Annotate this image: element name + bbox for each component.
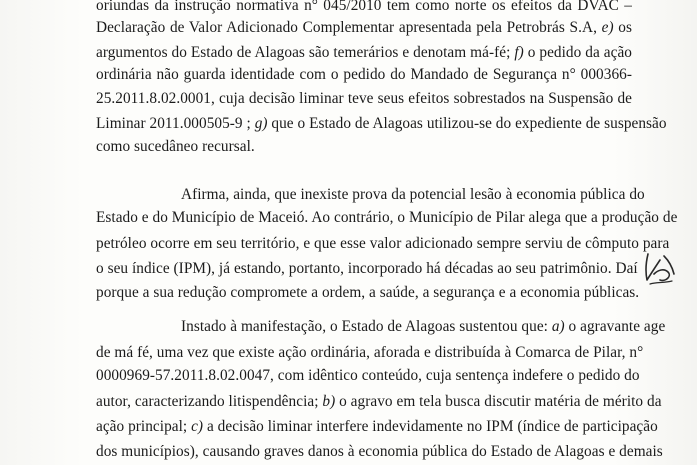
text-segment: ordinária não guarda identidade com o pedido do Mandado de Segurança n° 000366- xyxy=(96,66,632,83)
text-line xyxy=(96,366,640,386)
text-segment: Declaração de Valor Adicionado Complementar apresentada pela Petrobrás S.A, xyxy=(96,19,602,36)
text-segment: Estado e do Município de Maceió. Ao contrário, o Município de Pilar alega que a produção de xyxy=(96,209,678,226)
item-marker: g) xyxy=(254,115,268,132)
text-line xyxy=(96,283,640,303)
item-marker: f) xyxy=(514,44,524,61)
text-segment: Afirma, ainda, que inexiste prova da potencial lesão à economia pública do xyxy=(181,186,645,203)
text-segment: petróleo ocorre em seu território, e que esse valor adicionado sempre serviu de cômputo para xyxy=(96,235,670,252)
text-line xyxy=(181,317,666,337)
text-line xyxy=(96,65,632,85)
text-segment: o pedido da ação xyxy=(523,44,632,61)
text-line xyxy=(96,43,632,63)
text-line xyxy=(96,442,663,462)
text-segment: que o Estado de Alagoas utilizou-se do expediente de suspensão xyxy=(267,115,667,132)
item-marker: a) xyxy=(551,318,565,335)
text-line xyxy=(96,208,678,228)
text-segment: 25.2011.8.02.0001, cuja decisão liminar teve seus efeitos sobrestados na Suspensão de xyxy=(96,90,632,107)
text-segment: como sucedâneo recursal. xyxy=(96,138,255,155)
text-segment: Liminar 2011.000505-9 ; xyxy=(96,115,255,132)
text-segment: o seu índice (IPM), já estando, portanto, incorporado há décadas ao seu patrimônio. Daí xyxy=(96,260,638,277)
text-line xyxy=(96,114,667,134)
text-line xyxy=(96,343,644,363)
text-segment: de má fé, uma vez que existe ação ordinária, aforada e distribuída à Comarca de Pilar, n° xyxy=(96,344,644,361)
text-segment: a decisão liminar interfere indevidamente no IPM (índice de participação xyxy=(203,418,658,435)
text-segment: o agravo em tela busca discutir matéria de mérito da xyxy=(335,393,662,410)
text-line xyxy=(181,185,645,205)
text-line xyxy=(96,89,632,109)
text-segment: o agravante age xyxy=(564,318,666,335)
item-marker: e) xyxy=(601,19,614,36)
handwritten-initials-mark xyxy=(642,248,678,288)
text-line xyxy=(96,137,632,157)
text-segment: autor, caracterizando litispendência; xyxy=(96,393,323,410)
text-segment: Instado à manifestação, o Estado de Alagoas sustentou que: xyxy=(181,318,552,335)
text-segment: 0000969-57.2011.8.02.0047, com idêntico conteúdo, cuja sentença indefere o pedido do xyxy=(96,367,640,384)
text-segment: argumentos do Estado de Alagoas são temerários e denotam má-fé; xyxy=(96,44,515,61)
item-marker: b) xyxy=(322,393,336,410)
text-line xyxy=(96,18,632,38)
text-line xyxy=(96,392,662,412)
text-line xyxy=(96,0,632,16)
text-line xyxy=(96,417,658,437)
text-segment: ação principal; xyxy=(96,418,192,435)
text-line xyxy=(96,259,638,279)
text-segment: oriundas da instrução normativa n° 045/2010 tem como norte os efeitos da DVAC – xyxy=(96,0,632,14)
item-marker: c) xyxy=(191,418,204,435)
text-segment: os xyxy=(613,19,632,36)
text-segment: dos municípios), causando graves danos à economia pública do Estado de Alagoas e demais xyxy=(96,443,663,460)
text-line xyxy=(96,234,670,254)
text-segment: porque a sua redução compromete a ordem, a saúde, a segurança e a economia públicas. xyxy=(96,284,640,301)
